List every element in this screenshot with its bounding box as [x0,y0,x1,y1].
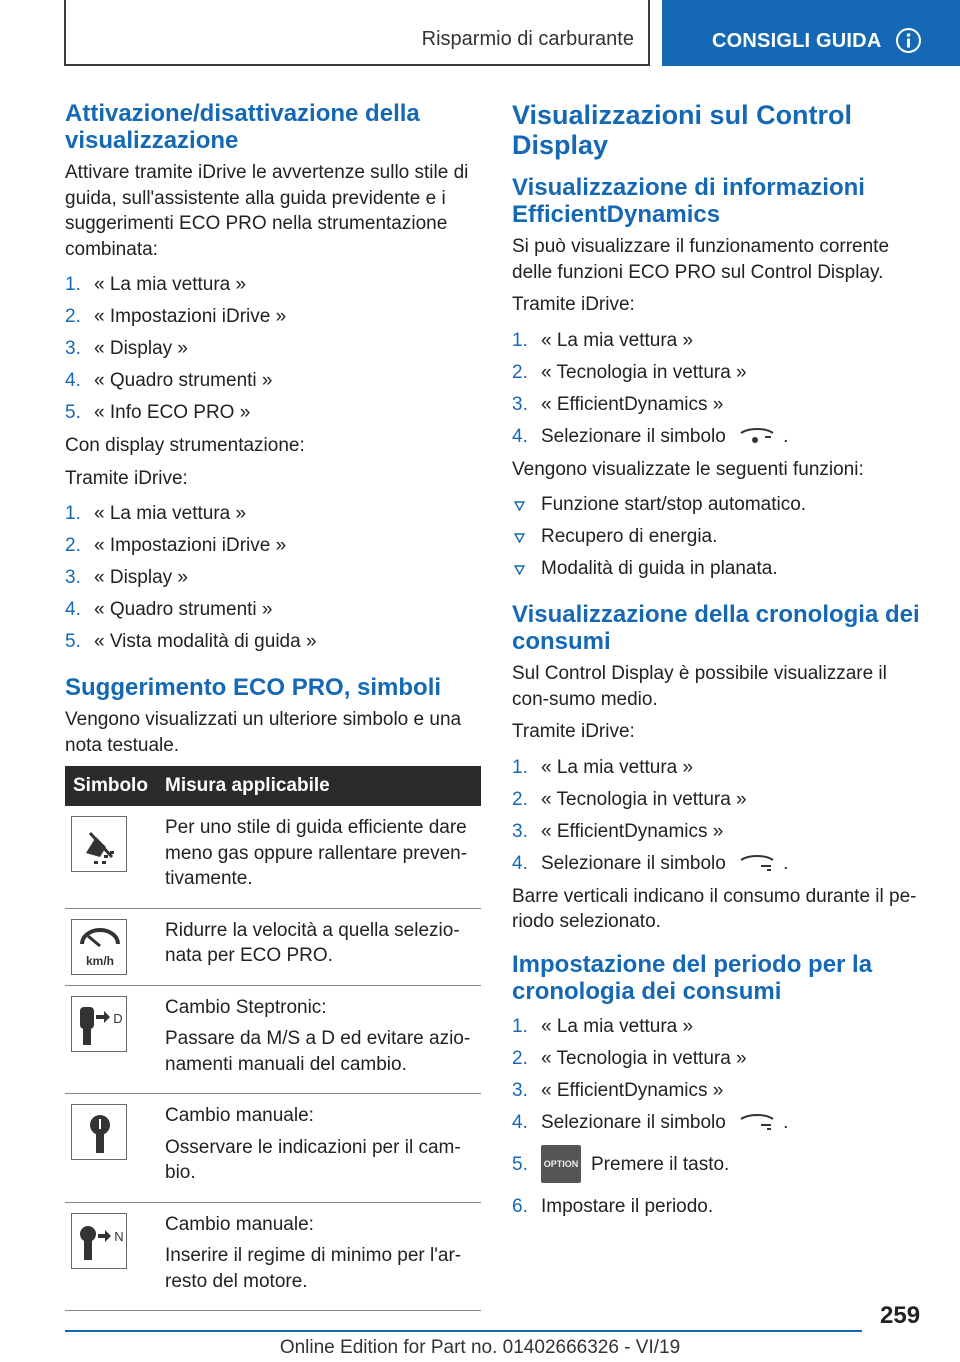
table-cell: Cambio manuale: [165,1213,314,1235]
table-row [65,985,481,1094]
heading-consumption-history: Visualizzazione della cronologia dei consumi [512,601,920,655]
list-item: 3. « EfficientDynamics » [512,393,724,415]
list-item: 4. « Quadro strumenti » [65,370,273,391]
steps-list-c [512,325,928,453]
paragraph-via-idrive-1: Tramite iDrive: [512,294,635,315]
list-item: 3. « EfficientDynamics » [512,1079,724,1101]
list-item: 1. « La mia vettura » [512,756,694,778]
list-item: 1. « La mia vettura » [65,503,247,524]
list-item: 2. « Impostazioni iDrive » [65,535,287,556]
list-item: 3. « Display » [65,567,188,588]
manual-shift-icon [72,1105,128,1161]
list-item: 4. Selezionare il simbolo . [512,425,789,447]
list-item: Recupero di energia. [512,521,928,553]
paragraph-consumption-history: Sul Control Display è possibile visualizzare il con-sumo medio. [512,663,887,710]
list-item: 2. « Tecnologia in vettura » [512,361,747,383]
table-cell: Per uno stile di guida efficiente dare meno gas oppure rallentare preven-tivamente. [165,817,468,889]
bullet-triangle-icon [514,501,525,511]
list-item: 4. « Quadro strumenti » [65,599,273,620]
steps-list-b [65,498,481,658]
table-row [65,1094,481,1203]
table-cell: Passare da M/S a D ed evitare azio-namenti manuali del cambio. [165,1028,471,1075]
list-item: 3. « Display » [65,338,188,359]
table-row [65,908,481,985]
column-header-symbol: Simbolo [65,766,157,806]
list-item: Funzione start/stop automatico. [512,489,928,521]
consumption-history-icon [737,1113,777,1131]
heading-eco-pro-symbols: Suggerimento ECO PRO, simboli [65,674,442,701]
left-column [65,100,481,1311]
foot-off-pedal-icon [72,817,128,873]
header-section-box [64,0,650,66]
functions-bullet-list [512,489,928,585]
paragraph-toggle-display: Attivare tramite iDrive le avvertenze sullo stile di guida, sull'assistente alla guida previdente e i suggerimenti ECO PRO nella strumentazione combinata: [65,162,469,260]
paragraph-via-idrive-2: Tramite iDrive: [512,721,635,742]
list-item: 5. OPTION Premere il tasto. [512,1139,928,1191]
steps-list-d [512,752,928,880]
paragraph-with-display: Con display strumentazione: [65,435,305,456]
column-header-measure: Misura applicabile [157,766,481,806]
bullet-triangle-icon [514,565,525,575]
table-row [65,806,481,908]
header-section-title: Risparmio di carburante [421,28,634,50]
footer-edition: Online Edition for Part no. 01402666326 - VI/19 [279,1337,681,1358]
footer-divider [65,1330,862,1332]
paragraph-via-idrive: Tramite iDrive: [65,467,188,489]
list-item: 4. Selezionare il simbolo . [512,852,789,874]
table-cell: Osservare le indicazioni per il cam-bio. [165,1136,461,1183]
header-chapter-tab[interactable] [662,0,960,66]
heading-control-display: Visualizzazioni sul Control Display [512,100,853,160]
table-row [65,1202,481,1311]
paragraph-vertical-bars: Barre verticali indicano il consumo durante il pe-riodo selezionato. [512,885,917,932]
table-cell: Cambio manuale: [165,1105,314,1126]
table-header-row [65,766,481,806]
symbols-table [65,766,481,1311]
paragraph-functions: Vengono visualizzate le seguenti funzioni: [512,458,864,480]
table-cell: Inserire il regime di minimo per l'ar-resto del motore. [165,1245,462,1292]
heading-set-period: Impostazione del periodo per la cronologia dei consumi [512,950,873,1005]
list-item: 2. « Impostazioni iDrive » [65,306,287,327]
list-item: 1. « La mia vettura » [512,1015,694,1037]
header-chapter-label: CONSIGLI GUIDA [712,30,882,52]
svg-text:N: N [114,1228,124,1244]
list-item: 3. « EfficientDynamics » [512,820,724,842]
list-item: 1. « La mia vettura » [512,329,694,351]
steptronic-shift-d-icon [72,997,128,1053]
option-key-icon: OPTION [541,1145,581,1183]
bullet-triangle-icon [514,533,525,543]
list-item: 5. « Info ECO PRO » [65,402,251,423]
right-column [512,100,928,1227]
paragraph-eco-pro-symbols: Vengono visualizzati un ulteriore simbolo e una nota testuale. [65,709,462,756]
list-item: 2. « Tecnologia in vettura » [512,788,747,810]
list-item: 5. « Vista modalità di guida » [65,631,317,652]
steps-list-a [65,269,481,429]
table-cell: Cambio Steptronic: [165,996,327,1018]
list-item: 6. Impostare il periodo. [512,1195,714,1217]
list-item: 4. Selezionare il simbolo . [512,1111,789,1133]
manual-shift-n-icon [72,1214,128,1270]
steps-list-e [512,1011,928,1223]
speedometer-kmh-icon [72,920,128,976]
list-item: 2. « Tecnologia in vettura » [512,1047,747,1069]
svg-text:D: D [113,1010,123,1026]
paragraph-efficientdynamics-info: Si può visualizzare il funzionamento corrente delle funzioni ECO PRO sul Control Display. [512,236,890,283]
info-icon[interactable] [895,27,922,54]
table-cell: Ridurre la velocità a quella selezio-nata per ECO PRO. [165,919,460,966]
svg-text:km/h: km/h [85,953,115,968]
efficientdynamics-car-icon [737,427,777,445]
consumption-history-icon [737,854,777,872]
heading-toggle-display: Attivazione/disattivazione della visualizzazione [65,100,420,154]
list-item: 1. « La mia vettura » [65,274,247,295]
heading-efficientdynamics-info: Visualizzazione di informazioni EfficientDynamics [512,174,865,228]
page-number: 259 [880,1302,921,1329]
list-item: Modalità di guida in planata. [512,553,928,585]
